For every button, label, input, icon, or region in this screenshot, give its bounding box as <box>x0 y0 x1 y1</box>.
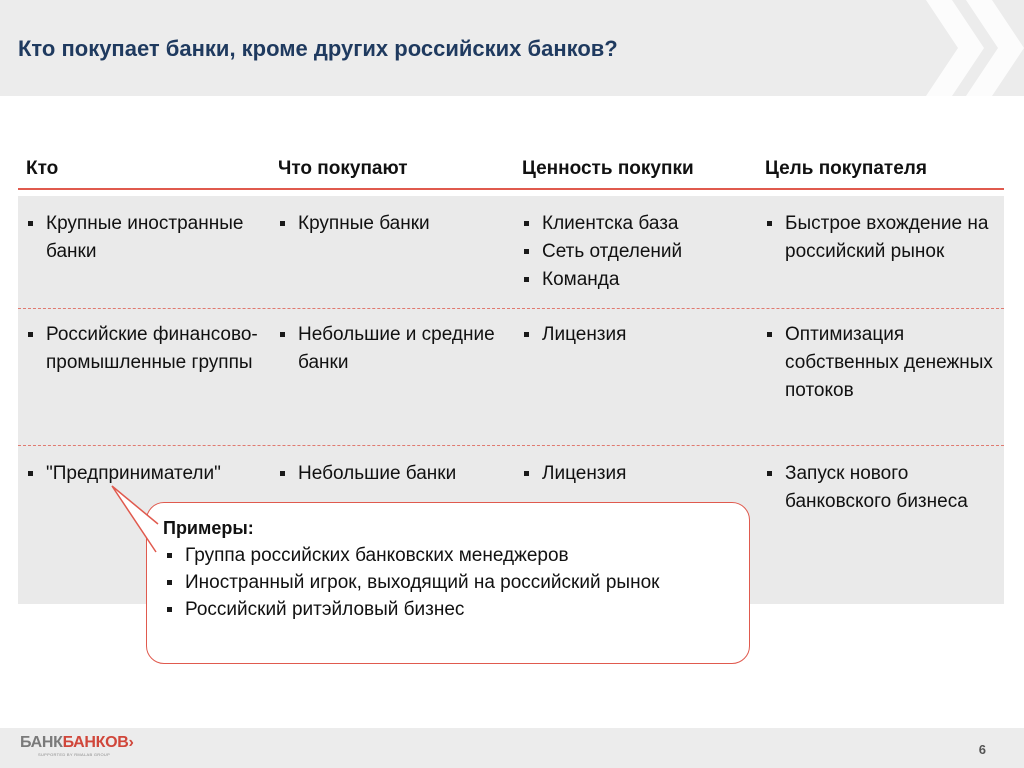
slide-title: Кто покупает банки, кроме других российских банков? <box>18 36 618 61</box>
slide-header <box>0 0 1024 96</box>
list-item: Сеть отделений <box>520 238 756 266</box>
list-item: Лицензия <box>520 321 756 349</box>
row-separator <box>18 308 1004 309</box>
table-row-3-who <box>24 460 274 488</box>
row-separator <box>18 445 1004 446</box>
list-item: Запуск нового банковского бизнеса <box>763 460 999 516</box>
column-header-goal: Цель покупателя <box>765 158 927 179</box>
list-item: Крупные банки <box>276 210 512 238</box>
column-header-what: Что покупают <box>278 158 408 179</box>
slide-footer <box>0 728 1024 768</box>
list-item: Иностранный игрок, выходящий на российский рынок <box>163 569 735 596</box>
logo-text-part2: БАНКОВ <box>62 734 129 751</box>
list-item: Небольшие банки <box>276 460 512 488</box>
table-row-1-who <box>24 210 264 266</box>
table-row-1-what <box>276 210 512 238</box>
callout-pointer <box>100 486 170 586</box>
header-rule <box>18 188 1004 190</box>
table-row-2-who <box>24 321 264 377</box>
list-item: Быстрое вхождение на российский рынок <box>763 210 999 266</box>
examples-callout <box>146 502 750 664</box>
list-item: Российские финансово-промышленные группы <box>24 321 264 377</box>
list-item: Клиентска база <box>520 210 756 238</box>
table-row-3-value <box>520 460 756 488</box>
page-number: 6 <box>978 742 986 757</box>
table-row-2-what <box>276 321 512 377</box>
list-item: Команда <box>520 266 756 294</box>
list-item: "Предприниматели" <box>24 460 274 488</box>
logo-text-part1: БАНК <box>20 734 63 751</box>
table-row-3-what <box>276 460 512 488</box>
chevron-decoration-icon <box>904 0 1024 96</box>
list-item: Крупные иностранные банки <box>24 210 264 266</box>
table-row-1-value <box>520 210 756 294</box>
list-item: Российский ритэйловый бизнес <box>163 596 735 623</box>
column-header-who: Кто <box>26 158 59 179</box>
logo-tagline: SUPPORTED BY RMALAB GROUP <box>38 752 111 757</box>
list-item: Лицензия <box>520 460 756 488</box>
table-row-3-goal <box>763 460 999 516</box>
list-item: Оптимизация собственных денежных потоков <box>763 321 999 405</box>
table-row-2-goal <box>763 321 999 405</box>
list-item: Небольшие и средние банки <box>276 321 512 377</box>
callout-title: Примеры: <box>163 518 254 538</box>
company-logo <box>20 734 150 760</box>
table-row-2-value <box>520 321 756 349</box>
table-row-1-goal <box>763 210 999 266</box>
list-item: Группа российских банковских менеджеров <box>163 542 735 569</box>
logo-chevron-icon: › <box>128 734 134 751</box>
column-header-value: Ценность покупки <box>522 158 694 179</box>
